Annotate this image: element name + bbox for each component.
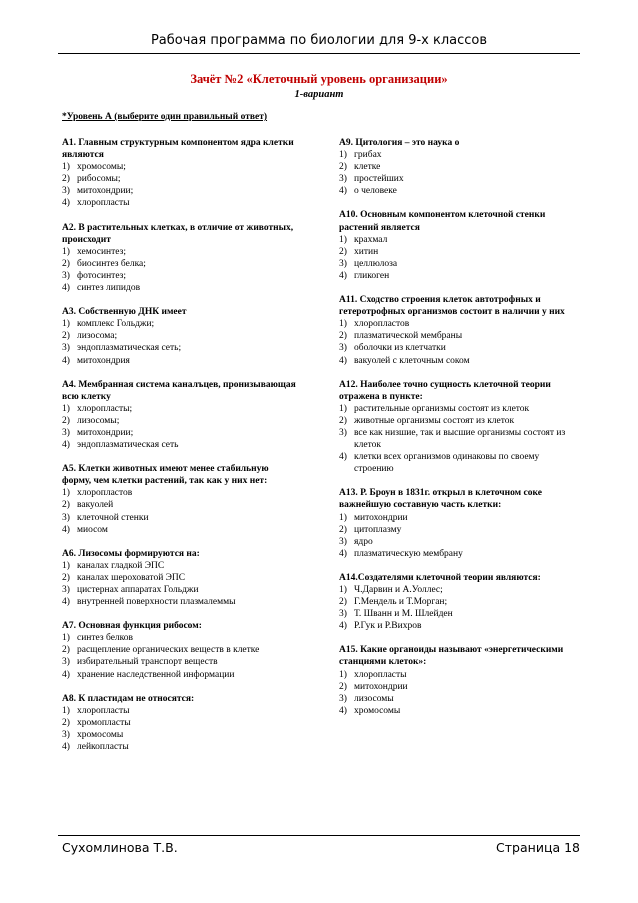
option-number: 3): [339, 536, 347, 547]
answer-option: [339, 524, 581, 536]
answer-option: [339, 451, 581, 475]
option-number: 4): [339, 270, 347, 281]
question-text: А5. Клетки животных имеют менее стабильную форму, чем клетки растений, так как у них нет:: [62, 464, 269, 487]
answer-option: [62, 173, 297, 185]
option-text: фотосинтез;: [77, 270, 127, 281]
answer-option: [62, 584, 297, 596]
option-text: хлоропластов: [354, 319, 410, 330]
option-text: крахмал: [354, 234, 388, 245]
option-text: хранение наследственной информации: [77, 669, 235, 680]
question-text: А8. К пластидам не относятся:: [62, 693, 195, 704]
option-number: 1): [339, 512, 347, 523]
answer-option: [339, 258, 581, 270]
option-number: 4): [339, 705, 347, 716]
option-text: синтез белков: [77, 633, 134, 644]
option-text: митохондрии;: [77, 186, 134, 197]
question-text: А9. Цитология – это наука о: [339, 138, 460, 148]
option-text: эндоплазматическая сеть;: [77, 343, 182, 354]
option-text: хромосомы;: [77, 162, 126, 173]
option-number: 1): [62, 488, 70, 499]
option-text: лизосомы;: [77, 415, 120, 426]
option-number: 1): [62, 246, 70, 257]
option-number: 1): [62, 319, 70, 330]
option-text: все как низшие, так и высшие организмы состоят из клеток: [354, 427, 566, 451]
option-text: каналах шероховатой ЭПС: [77, 572, 186, 583]
option-number: 3): [62, 427, 70, 438]
option-number: 1): [339, 403, 347, 414]
option-text: Г.Мендель и Т.Морган;: [354, 597, 448, 608]
answer-option: [339, 149, 581, 161]
option-number: 1): [339, 585, 347, 595]
option-number: 1): [339, 150, 347, 161]
question-spacer: [62, 681, 297, 693]
option-text: хромосомы: [354, 705, 401, 716]
option-text: животные организмы состоят из клеток: [354, 415, 515, 426]
option-text: цитоплазму: [354, 524, 402, 535]
question-block: [339, 379, 581, 476]
option-number: 2): [339, 597, 347, 608]
answer-option: [62, 427, 297, 439]
option-text: хемосинтез;: [77, 246, 126, 257]
option-number: 4): [62, 524, 70, 535]
option-text: растительные организмы состоят из клеток: [354, 403, 530, 414]
option-number: 3): [339, 427, 347, 438]
option-number: 3): [62, 270, 70, 281]
answer-option: [339, 705, 581, 717]
answer-option: [339, 427, 581, 451]
answer-option: [339, 318, 581, 330]
option-number: 2): [62, 645, 70, 656]
option-number: 2): [339, 681, 347, 692]
option-number: 3): [339, 609, 347, 620]
option-text: расщепление органических веществ в клетке: [77, 645, 260, 656]
option-text: Т. Шванн и М. Шлейден: [354, 609, 453, 620]
option-number: 1): [62, 633, 70, 644]
question-block: [62, 548, 297, 608]
option-text: Ч.Дарвин и А.Уоллес;: [354, 585, 443, 595]
option-number: 2): [62, 717, 70, 728]
option-number: 2): [339, 246, 347, 257]
option-text: рибосомы;: [77, 174, 121, 185]
option-text: вакуолей с клеточным соком: [354, 355, 470, 366]
answer-option: [339, 512, 581, 524]
option-number: 1): [62, 403, 70, 414]
option-text: гликоген: [354, 270, 390, 281]
option-text: внутренней поверхности плазмалеммы: [77, 597, 236, 608]
option-number: 2): [339, 524, 347, 535]
option-number: 3): [62, 585, 70, 595]
option-number: 3): [62, 186, 70, 197]
option-number: 3): [339, 258, 347, 269]
question-spacer: [62, 451, 297, 463]
question-text: А4. Мембранная система каналъцев, пронизывающая всю клетку: [62, 379, 296, 402]
option-text: митохондрия: [77, 355, 130, 366]
option-text: цистернах аппаратах Гольджи: [77, 585, 199, 595]
option-number: 4): [62, 198, 70, 209]
answer-option: [62, 258, 297, 270]
answer-option: [62, 487, 297, 499]
option-text: хлоропласты: [354, 669, 407, 680]
question-text: А3. Собственную ДНК имеет: [62, 307, 187, 318]
option-text: хромопласты: [77, 717, 131, 728]
option-text: избирательный транспорт веществ: [77, 657, 218, 668]
answer-option: [62, 499, 297, 511]
answer-option: [62, 632, 297, 644]
footer-page-number: Страница 18: [496, 840, 580, 855]
option-number: 1): [339, 319, 347, 330]
option-number: 4): [62, 355, 70, 366]
answer-option: [62, 197, 297, 209]
option-number: 2): [62, 174, 70, 185]
option-text: плазматическую мембрану: [354, 548, 463, 559]
answer-option: [62, 439, 297, 451]
option-text: лизосома;: [77, 331, 118, 342]
option-number: 4): [339, 452, 347, 463]
option-number: 2): [62, 258, 70, 269]
answer-option: [339, 342, 581, 354]
option-text: клетки всех организмов одинаковы по своему строению: [354, 452, 540, 475]
option-number: 3): [62, 657, 70, 668]
question-spacer: [62, 367, 297, 379]
question-spacer: [62, 536, 297, 548]
question-block: [339, 487, 581, 560]
option-text: оболочки из клетчатки: [354, 343, 446, 354]
question-text: А12. Наиболее точно сущность клеточной теории отражена в пункте:: [339, 379, 551, 402]
option-number: 2): [62, 572, 70, 583]
option-number: 4): [62, 440, 70, 451]
answer-option: [62, 705, 297, 717]
question-block: [339, 209, 581, 282]
option-number: 3): [339, 174, 347, 185]
answer-option: [339, 270, 581, 282]
option-number: 2): [339, 331, 347, 342]
question-block: [62, 222, 297, 295]
answer-option: [62, 524, 297, 536]
option-number: 4): [339, 621, 347, 632]
option-text: плазматической мембраны: [354, 331, 463, 342]
answer-option: [339, 681, 581, 693]
option-number: 4): [339, 186, 347, 197]
answer-option: [62, 644, 297, 656]
question-block: [62, 306, 297, 366]
answer-option: [62, 330, 297, 342]
answer-option: [62, 355, 297, 367]
option-text: лизосомы: [354, 693, 394, 704]
question-block: [62, 620, 297, 680]
option-text: простейших: [354, 174, 404, 185]
question-spacer: [339, 197, 581, 209]
question-spacer: [339, 560, 581, 572]
answer-option: [62, 403, 297, 415]
question-block: [339, 572, 581, 632]
answer-option: [339, 596, 581, 608]
answer-option: [62, 185, 297, 197]
option-number: 4): [62, 283, 70, 294]
option-text: каналах гладкой ЭПС: [77, 560, 165, 571]
option-number: 1): [339, 669, 347, 680]
page-header: Рабочая программа по биологии для 9-х классов: [150, 33, 488, 48]
option-text: митохондрии: [354, 512, 408, 523]
answer-option: [62, 318, 297, 330]
answer-option: [62, 560, 297, 572]
answer-option: [62, 572, 297, 584]
answer-option: [62, 729, 297, 741]
answer-option: [339, 185, 581, 197]
answer-option: [62, 741, 297, 753]
option-number: 4): [62, 669, 70, 680]
option-number: 3): [62, 512, 70, 523]
option-text: вакуолей: [77, 500, 114, 511]
answer-option: [62, 656, 297, 668]
option-text: хлоропласты;: [77, 403, 133, 414]
footer-author: Сухомлинова Т.В.: [62, 840, 178, 855]
question-block: [339, 644, 581, 717]
option-text: клеточной стенки: [77, 512, 149, 523]
option-number: 1): [62, 705, 70, 716]
option-text: Р.Гук и Р.Вихров: [354, 621, 422, 632]
variant-label: 1-вариант: [294, 89, 344, 100]
question-text: А14.Создателями клеточной теории являются:: [339, 572, 541, 583]
option-text: эндоплазматическая сеть: [77, 440, 179, 451]
answer-option: [339, 693, 581, 705]
option-text: хлоропластов: [77, 488, 133, 499]
option-number: 3): [62, 729, 70, 740]
option-number: 2): [62, 500, 70, 511]
option-number: 1): [62, 162, 70, 173]
option-text: биосинтез белка;: [77, 258, 146, 269]
option-text: целлюлоза: [354, 258, 398, 269]
right-question-column: [339, 137, 581, 717]
answer-option: [339, 403, 581, 415]
option-number: 3): [62, 343, 70, 354]
option-number: 2): [62, 331, 70, 342]
answer-option: [339, 173, 581, 185]
test-title: Зачёт №2 «Клеточный уровень организации»: [190, 72, 448, 86]
answer-option: [62, 596, 297, 608]
option-text: хитин: [354, 246, 379, 257]
question-text: А7. Основная функция рибосом:: [62, 621, 202, 632]
answer-option: [62, 415, 297, 427]
option-text: синтез липидов: [77, 283, 141, 294]
option-text: ядро: [354, 536, 373, 547]
option-text: о человеке: [354, 186, 397, 197]
question-text: А6. Лизосомы формируются на:: [62, 548, 200, 559]
answer-option: [339, 161, 581, 173]
option-number: 2): [62, 415, 70, 426]
question-spacer: [339, 282, 581, 294]
question-spacer: [62, 608, 297, 620]
question-text: А11. Сходство строения клеток автотрофных и гетеротрофных организмов состоит в наличии у них: [339, 295, 565, 318]
question-text: А10. Основным компонентом клеточной стенки растений является: [339, 210, 546, 233]
question-block: [62, 693, 297, 753]
header-divider: [58, 53, 580, 54]
question-spacer: [339, 367, 581, 379]
answer-option: [339, 620, 581, 632]
question-spacer: [62, 210, 297, 222]
option-number: 4): [339, 548, 347, 559]
answer-option: [339, 548, 581, 560]
question-block: [339, 294, 581, 367]
option-text: хромосомы: [77, 729, 124, 740]
answer-option: [62, 246, 297, 258]
option-text: миосом: [77, 524, 108, 535]
question-block: [62, 463, 297, 536]
answer-option: [62, 270, 297, 282]
option-number: 4): [62, 597, 70, 608]
answer-option: [339, 415, 581, 427]
answer-option: [62, 161, 297, 173]
question-block: [62, 379, 297, 452]
option-text: митохондрии;: [77, 427, 134, 438]
question-block: [339, 137, 581, 197]
answer-option: [62, 342, 297, 354]
question-block: [62, 137, 297, 210]
left-question-column: [62, 137, 297, 753]
answer-option: [339, 669, 581, 681]
level-instruction: *Уровень А (выберите один правильный ответ): [62, 112, 268, 122]
footer-divider: [58, 835, 580, 836]
option-text: клетке: [354, 162, 381, 173]
question-text: А15. Какие органоиды называют «энергетическими станциями клеток»:: [339, 645, 564, 668]
answer-option: [339, 246, 581, 258]
option-number: 1): [62, 560, 70, 571]
option-number: 4): [339, 355, 347, 366]
question-spacer: [339, 632, 581, 644]
question-spacer: [339, 475, 581, 487]
question-spacer: [62, 294, 297, 306]
option-text: хлоропласты: [77, 198, 130, 209]
answer-option: [62, 282, 297, 294]
option-text: хлоропласты: [77, 705, 130, 716]
answer-option: [62, 669, 297, 681]
option-number: 3): [339, 343, 347, 354]
option-text: грибах: [354, 150, 382, 161]
option-text: митохондрии: [354, 681, 408, 692]
option-text: лейкопласты: [77, 742, 129, 753]
answer-option: [62, 717, 297, 729]
answer-option: [339, 234, 581, 246]
option-number: 4): [62, 742, 70, 753]
question-text: А1. Главным структурным компонентом ядра клетки являются: [62, 138, 294, 161]
option-number: 1): [339, 234, 347, 245]
answer-option: [339, 584, 581, 596]
answer-option: [339, 330, 581, 342]
option-number: 2): [339, 162, 347, 173]
question-text: А13. Р. Броун в 1831г. открыл в клеточном соке важнейшую составную часть клетки:: [339, 488, 542, 511]
option-number: 3): [339, 693, 347, 704]
answer-option: [62, 512, 297, 524]
option-number: 2): [339, 415, 347, 426]
question-text: А2. В растительных клетках, в отличие от животных, происходит: [62, 222, 294, 245]
answer-option: [339, 608, 581, 620]
option-text: комплекс Гольджи;: [77, 319, 155, 330]
answer-option: [339, 355, 581, 367]
answer-option: [339, 536, 581, 548]
